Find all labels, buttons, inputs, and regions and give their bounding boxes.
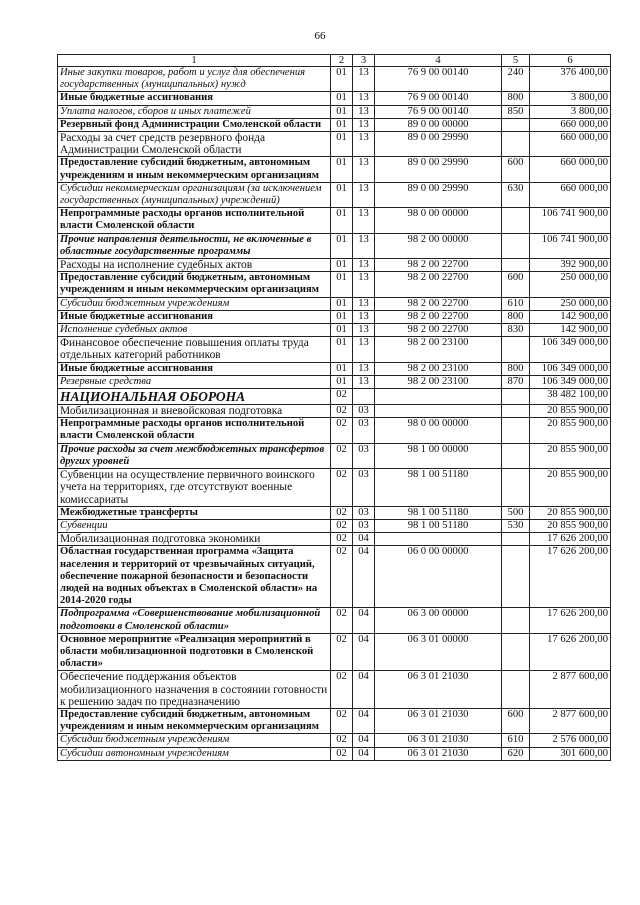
table-row — [58, 469, 611, 507]
table-row — [58, 67, 611, 92]
table-header-row — [58, 55, 611, 67]
row-section-cell: 01 — [331, 67, 353, 92]
table-row — [58, 208, 611, 233]
row-name-cell: Предоставление субсидий бюджетным, автономным учреждениям и иным некоммерческим организациям — [58, 708, 331, 733]
row-amount-cell: 17 626 200,00 — [530, 546, 611, 608]
row-name-cell: Расходы на исполнение судебных актов — [58, 259, 331, 272]
row-expense-type-cell — [502, 259, 530, 272]
row-subsection-cell: 03 — [353, 469, 375, 507]
row-amount-cell: 660 000,00 — [530, 157, 611, 182]
row-amount-cell: 392 900,00 — [530, 259, 611, 272]
row-amount-cell: 142 900,00 — [530, 310, 611, 323]
row-subsection-cell: 03 — [353, 405, 375, 418]
row-amount-cell: 20 855 900,00 — [530, 405, 611, 418]
row-name-cell: Иные бюджетные ассигнования — [58, 92, 331, 105]
row-expense-type-cell — [502, 418, 530, 443]
row-amount-cell: 20 855 900,00 — [530, 506, 611, 519]
table-row — [58, 297, 611, 310]
row-target-article-cell: 98 2 00 22700 — [375, 297, 502, 310]
row-expense-type-cell — [502, 633, 530, 671]
row-expense-type-cell — [502, 233, 530, 258]
row-section-cell: 02 — [331, 405, 353, 418]
header-cell-amount: 6 — [530, 55, 611, 67]
row-name-cell: Межбюджетные трансферты — [58, 506, 331, 519]
row-name-cell: Субсидии бюджетным учреждениям — [58, 297, 331, 310]
row-target-article-cell: 98 2 00 22700 — [375, 310, 502, 323]
row-amount-cell: 106 349 000,00 — [530, 337, 611, 362]
row-expense-type-cell: 610 — [502, 734, 530, 747]
row-expense-type-cell — [502, 208, 530, 233]
row-subsection-cell: 04 — [353, 546, 375, 608]
header-cell-target-article: 4 — [375, 55, 502, 67]
row-target-article-cell: 98 2 00 23100 — [375, 375, 502, 388]
row-target-article-cell: 76 9 00 00140 — [375, 92, 502, 105]
row-amount-cell: 376 400,00 — [530, 67, 611, 92]
row-amount-cell: 3 800,00 — [530, 92, 611, 105]
row-subsection-cell: 13 — [353, 233, 375, 258]
row-name-cell: Иные бюджетные ассигнования — [58, 362, 331, 375]
row-name-cell: Мобилизационная подготовка экономики — [58, 533, 331, 546]
row-section-cell: 01 — [331, 132, 353, 157]
row-subsection-cell: 13 — [353, 362, 375, 375]
row-expense-type-cell: 800 — [502, 92, 530, 105]
row-target-article-cell: 06 3 01 21030 — [375, 734, 502, 747]
row-expense-type-cell: 830 — [502, 324, 530, 337]
row-section-cell: 02 — [331, 671, 353, 709]
table-row — [58, 671, 611, 709]
row-section-cell: 01 — [331, 118, 353, 131]
row-expense-type-cell: 620 — [502, 747, 530, 760]
table-row — [58, 443, 611, 468]
row-section-cell: 01 — [331, 324, 353, 337]
row-target-article-cell: 98 2 00 23100 — [375, 362, 502, 375]
row-target-article-cell: 89 0 00 00000 — [375, 118, 502, 131]
row-section-cell: 01 — [331, 157, 353, 182]
row-target-article-cell: 98 1 00 51180 — [375, 469, 502, 507]
row-subsection-cell: 13 — [353, 92, 375, 105]
table-row — [58, 233, 611, 258]
row-expense-type-cell: 600 — [502, 272, 530, 297]
row-amount-cell: 660 000,00 — [530, 132, 611, 157]
row-subsection-cell: 13 — [353, 337, 375, 362]
row-name-cell: Основное мероприятие «Реализация мероприятий в области мобилизационной подготовки в Смоленской области» — [58, 633, 331, 671]
row-expense-type-cell: 600 — [502, 157, 530, 182]
row-expense-type-cell — [502, 118, 530, 131]
row-amount-cell: 660 000,00 — [530, 182, 611, 207]
row-target-article-cell: 98 2 00 22700 — [375, 324, 502, 337]
row-amount-cell: 20 855 900,00 — [530, 418, 611, 443]
row-target-article-cell: 98 2 00 00000 — [375, 233, 502, 258]
row-name-cell: Прочие расходы за счет межбюджетных трансфертов других уровней — [58, 443, 331, 468]
row-expense-type-cell: 870 — [502, 375, 530, 388]
row-section-cell: 01 — [331, 92, 353, 105]
row-amount-cell: 38 482 100,00 — [530, 389, 611, 405]
header-cell-subsection: 3 — [353, 55, 375, 67]
row-expense-type-cell: 800 — [502, 310, 530, 323]
table-row — [58, 259, 611, 272]
table-row — [58, 272, 611, 297]
table-row — [58, 747, 611, 760]
table-row — [58, 132, 611, 157]
row-target-article-cell: 89 0 00 29990 — [375, 132, 502, 157]
row-name-cell: Резервные средства — [58, 375, 331, 388]
row-target-article-cell: 06 3 00 00000 — [375, 608, 502, 633]
row-subsection-cell: 13 — [353, 67, 375, 92]
row-section-cell: 02 — [331, 519, 353, 532]
row-subsection-cell: 04 — [353, 533, 375, 546]
row-section-cell: 01 — [331, 297, 353, 310]
row-name-cell: Иные закупки товаров, работ и услуг для обеспечения государственных (муниципальных) нужд — [58, 67, 331, 92]
row-target-article-cell — [375, 389, 502, 405]
row-subsection-cell: 03 — [353, 506, 375, 519]
row-amount-cell: 250 000,00 — [530, 272, 611, 297]
row-amount-cell: 106 741 900,00 — [530, 208, 611, 233]
row-name-cell: НАЦИОНАЛЬНАЯ ОБОРОНА — [58, 389, 331, 405]
row-section-cell: 01 — [331, 233, 353, 258]
row-subsection-cell: 03 — [353, 418, 375, 443]
row-name-cell: Субсидии бюджетным учреждениям — [58, 734, 331, 747]
table-row — [58, 118, 611, 131]
row-name-cell: Областная государственная программа «Защита населения и территорий от чрезвычайных ситуаций, обеспечение пожарной безопасности и безопасности людей на водных объектах в Смоленской области» на 2014-2020 годы — [58, 546, 331, 608]
row-target-article-cell: 06 3 01 00000 — [375, 633, 502, 671]
row-target-article-cell: 89 0 00 29990 — [375, 157, 502, 182]
row-expense-type-cell — [502, 443, 530, 468]
row-section-cell: 02 — [331, 734, 353, 747]
row-amount-cell: 17 626 200,00 — [530, 633, 611, 671]
row-target-article-cell: 76 9 00 00140 — [375, 67, 502, 92]
row-target-article-cell — [375, 533, 502, 546]
row-expense-type-cell: 800 — [502, 362, 530, 375]
row-expense-type-cell — [502, 132, 530, 157]
row-section-cell: 01 — [331, 272, 353, 297]
row-section-cell: 02 — [331, 389, 353, 405]
row-name-cell: Уплата налогов, сборов и иных платежей — [58, 105, 331, 118]
row-target-article-cell: 06 0 00 00000 — [375, 546, 502, 608]
table-row — [58, 418, 611, 443]
header-cell-section: 2 — [331, 55, 353, 67]
row-subsection-cell: 13 — [353, 297, 375, 310]
row-subsection-cell: 13 — [353, 324, 375, 337]
row-expense-type-cell: 600 — [502, 708, 530, 733]
row-amount-cell: 2 877 600,00 — [530, 708, 611, 733]
row-name-cell: Непрограммные расходы органов исполнительной власти Смоленской области — [58, 208, 331, 233]
row-expense-type-cell — [502, 608, 530, 633]
row-amount-cell: 250 000,00 — [530, 297, 611, 310]
row-amount-cell: 301 600,00 — [530, 747, 611, 760]
row-amount-cell: 106 741 900,00 — [530, 233, 611, 258]
row-expense-type-cell — [502, 405, 530, 418]
row-subsection-cell: 13 — [353, 132, 375, 157]
row-name-cell: Непрограммные расходы органов исполнительной власти Смоленской области — [58, 418, 331, 443]
table-row — [58, 506, 611, 519]
row-section-cell: 01 — [331, 208, 353, 233]
row-subsection-cell: 03 — [353, 519, 375, 532]
row-amount-cell: 20 855 900,00 — [530, 469, 611, 507]
row-expense-type-cell — [502, 389, 530, 405]
table-row — [58, 389, 611, 405]
row-name-cell: Субсидии некоммерческим организациям (за исключением государственных (муниципальных) учреждений) — [58, 182, 331, 207]
row-name-cell: Иные бюджетные ассигнования — [58, 310, 331, 323]
row-amount-cell: 17 626 200,00 — [530, 533, 611, 546]
table-row — [58, 362, 611, 375]
table-row — [58, 92, 611, 105]
table-row — [58, 105, 611, 118]
row-expense-type-cell: 530 — [502, 519, 530, 532]
row-subsection-cell: 13 — [353, 259, 375, 272]
row-expense-type-cell: 630 — [502, 182, 530, 207]
row-name-cell: Подпрограмма «Совершенствование мобилизационной подготовки в Смоленской области» — [58, 608, 331, 633]
row-subsection-cell — [353, 389, 375, 405]
row-subsection-cell: 04 — [353, 747, 375, 760]
row-amount-cell: 3 800,00 — [530, 105, 611, 118]
row-amount-cell: 17 626 200,00 — [530, 608, 611, 633]
row-subsection-cell: 13 — [353, 157, 375, 182]
table-row — [58, 533, 611, 546]
row-subsection-cell: 04 — [353, 671, 375, 709]
header-cell-expense-type: 5 — [502, 55, 530, 67]
row-section-cell: 02 — [331, 608, 353, 633]
row-name-cell: Исполнение судебных актов — [58, 324, 331, 337]
row-name-cell: Финансовое обеспечение повышения оплаты труда отдельных категорий работников — [58, 337, 331, 362]
row-name-cell: Резервный фонд Администрации Смоленской области — [58, 118, 331, 131]
row-target-article-cell: 98 2 00 23100 — [375, 337, 502, 362]
row-amount-cell: 660 000,00 — [530, 118, 611, 131]
header-cell-name: 1 — [58, 55, 331, 67]
row-amount-cell: 2 576 000,00 — [530, 734, 611, 747]
row-expense-type-cell — [502, 671, 530, 709]
table-row — [58, 734, 611, 747]
row-target-article-cell: 06 3 01 21030 — [375, 708, 502, 733]
row-amount-cell: 106 349 000,00 — [530, 362, 611, 375]
row-amount-cell: 106 349 000,00 — [530, 375, 611, 388]
row-expense-type-cell: 500 — [502, 506, 530, 519]
row-name-cell: Предоставление субсидий бюджетным, автономным учреждениям и иным некоммерческим организациям — [58, 272, 331, 297]
row-target-article-cell: 98 2 00 22700 — [375, 259, 502, 272]
table-row — [58, 182, 611, 207]
row-name-cell: Субсидии автономным учреждениям — [58, 747, 331, 760]
table-row — [58, 157, 611, 182]
row-section-cell: 02 — [331, 418, 353, 443]
table-row — [58, 324, 611, 337]
row-target-article-cell: 98 1 00 00000 — [375, 443, 502, 468]
row-amount-cell: 142 900,00 — [530, 324, 611, 337]
row-name-cell: Мобилизационная и вневойсковая подготовка — [58, 405, 331, 418]
budget-table — [57, 54, 611, 761]
table-row — [58, 608, 611, 633]
row-section-cell: 01 — [331, 310, 353, 323]
row-name-cell: Прочие направления деятельности, не включенные в областные государственные программы — [58, 233, 331, 258]
row-expense-type-cell — [502, 469, 530, 507]
row-amount-cell: 20 855 900,00 — [530, 443, 611, 468]
row-section-cell: 02 — [331, 708, 353, 733]
row-expense-type-cell: 240 — [502, 67, 530, 92]
row-section-cell: 01 — [331, 182, 353, 207]
row-section-cell: 01 — [331, 362, 353, 375]
row-section-cell: 01 — [331, 105, 353, 118]
row-section-cell: 02 — [331, 506, 353, 519]
table-row — [58, 519, 611, 532]
row-section-cell: 02 — [331, 747, 353, 760]
row-subsection-cell: 04 — [353, 708, 375, 733]
row-subsection-cell: 04 — [353, 608, 375, 633]
row-subsection-cell: 13 — [353, 272, 375, 297]
row-target-article-cell: 98 0 00 00000 — [375, 208, 502, 233]
row-subsection-cell: 13 — [353, 310, 375, 323]
row-amount-cell: 20 855 900,00 — [530, 519, 611, 532]
row-section-cell: 02 — [331, 533, 353, 546]
row-expense-type-cell — [502, 533, 530, 546]
table-row — [58, 337, 611, 362]
row-target-article-cell: 98 0 00 00000 — [375, 418, 502, 443]
row-name-cell: Предоставление субсидий бюджетным, автономным учреждениям и иным некоммерческим организациям — [58, 157, 331, 182]
table-row — [58, 708, 611, 733]
row-section-cell: 01 — [331, 337, 353, 362]
row-subsection-cell: 13 — [353, 118, 375, 131]
row-target-article-cell: 98 1 00 51180 — [375, 519, 502, 532]
row-target-article-cell: 98 2 00 22700 — [375, 272, 502, 297]
row-subsection-cell: 04 — [353, 734, 375, 747]
row-subsection-cell: 13 — [353, 208, 375, 233]
table-row — [58, 633, 611, 671]
row-target-article-cell: 06 3 01 21030 — [375, 747, 502, 760]
row-subsection-cell: 03 — [353, 443, 375, 468]
table-row — [58, 546, 611, 608]
row-target-article-cell — [375, 405, 502, 418]
row-amount-cell: 2 877 600,00 — [530, 671, 611, 709]
row-target-article-cell: 98 1 00 51180 — [375, 506, 502, 519]
row-expense-type-cell — [502, 337, 530, 362]
row-subsection-cell: 13 — [353, 182, 375, 207]
row-subsection-cell: 13 — [353, 375, 375, 388]
row-section-cell: 02 — [331, 469, 353, 507]
row-target-article-cell: 06 3 01 21030 — [375, 671, 502, 709]
row-section-cell: 02 — [331, 633, 353, 671]
table-row — [58, 405, 611, 418]
row-expense-type-cell — [502, 546, 530, 608]
row-target-article-cell: 76 9 00 00140 — [375, 105, 502, 118]
table-row — [58, 375, 611, 388]
row-target-article-cell: 89 0 00 29990 — [375, 182, 502, 207]
row-expense-type-cell: 850 — [502, 105, 530, 118]
page-number: 66 — [314, 30, 326, 42]
row-name-cell: Субвенции на осуществление первичного воинского учета на территориях, где отсутствуют военные комиссариаты — [58, 469, 331, 507]
row-name-cell: Обеспечение поддержания объектов мобилизационного назначения в состоянии готовности к решению задач по предназначению — [58, 671, 331, 709]
row-subsection-cell: 04 — [353, 633, 375, 671]
table-row — [58, 310, 611, 323]
row-section-cell: 01 — [331, 259, 353, 272]
row-name-cell: Субвенции — [58, 519, 331, 532]
row-name-cell: Расходы за счет средств резервного фонда Администрации Смоленской области — [58, 132, 331, 157]
row-section-cell: 02 — [331, 443, 353, 468]
row-subsection-cell: 13 — [353, 105, 375, 118]
row-expense-type-cell: 610 — [502, 297, 530, 310]
row-section-cell: 02 — [331, 546, 353, 608]
row-section-cell: 01 — [331, 375, 353, 388]
